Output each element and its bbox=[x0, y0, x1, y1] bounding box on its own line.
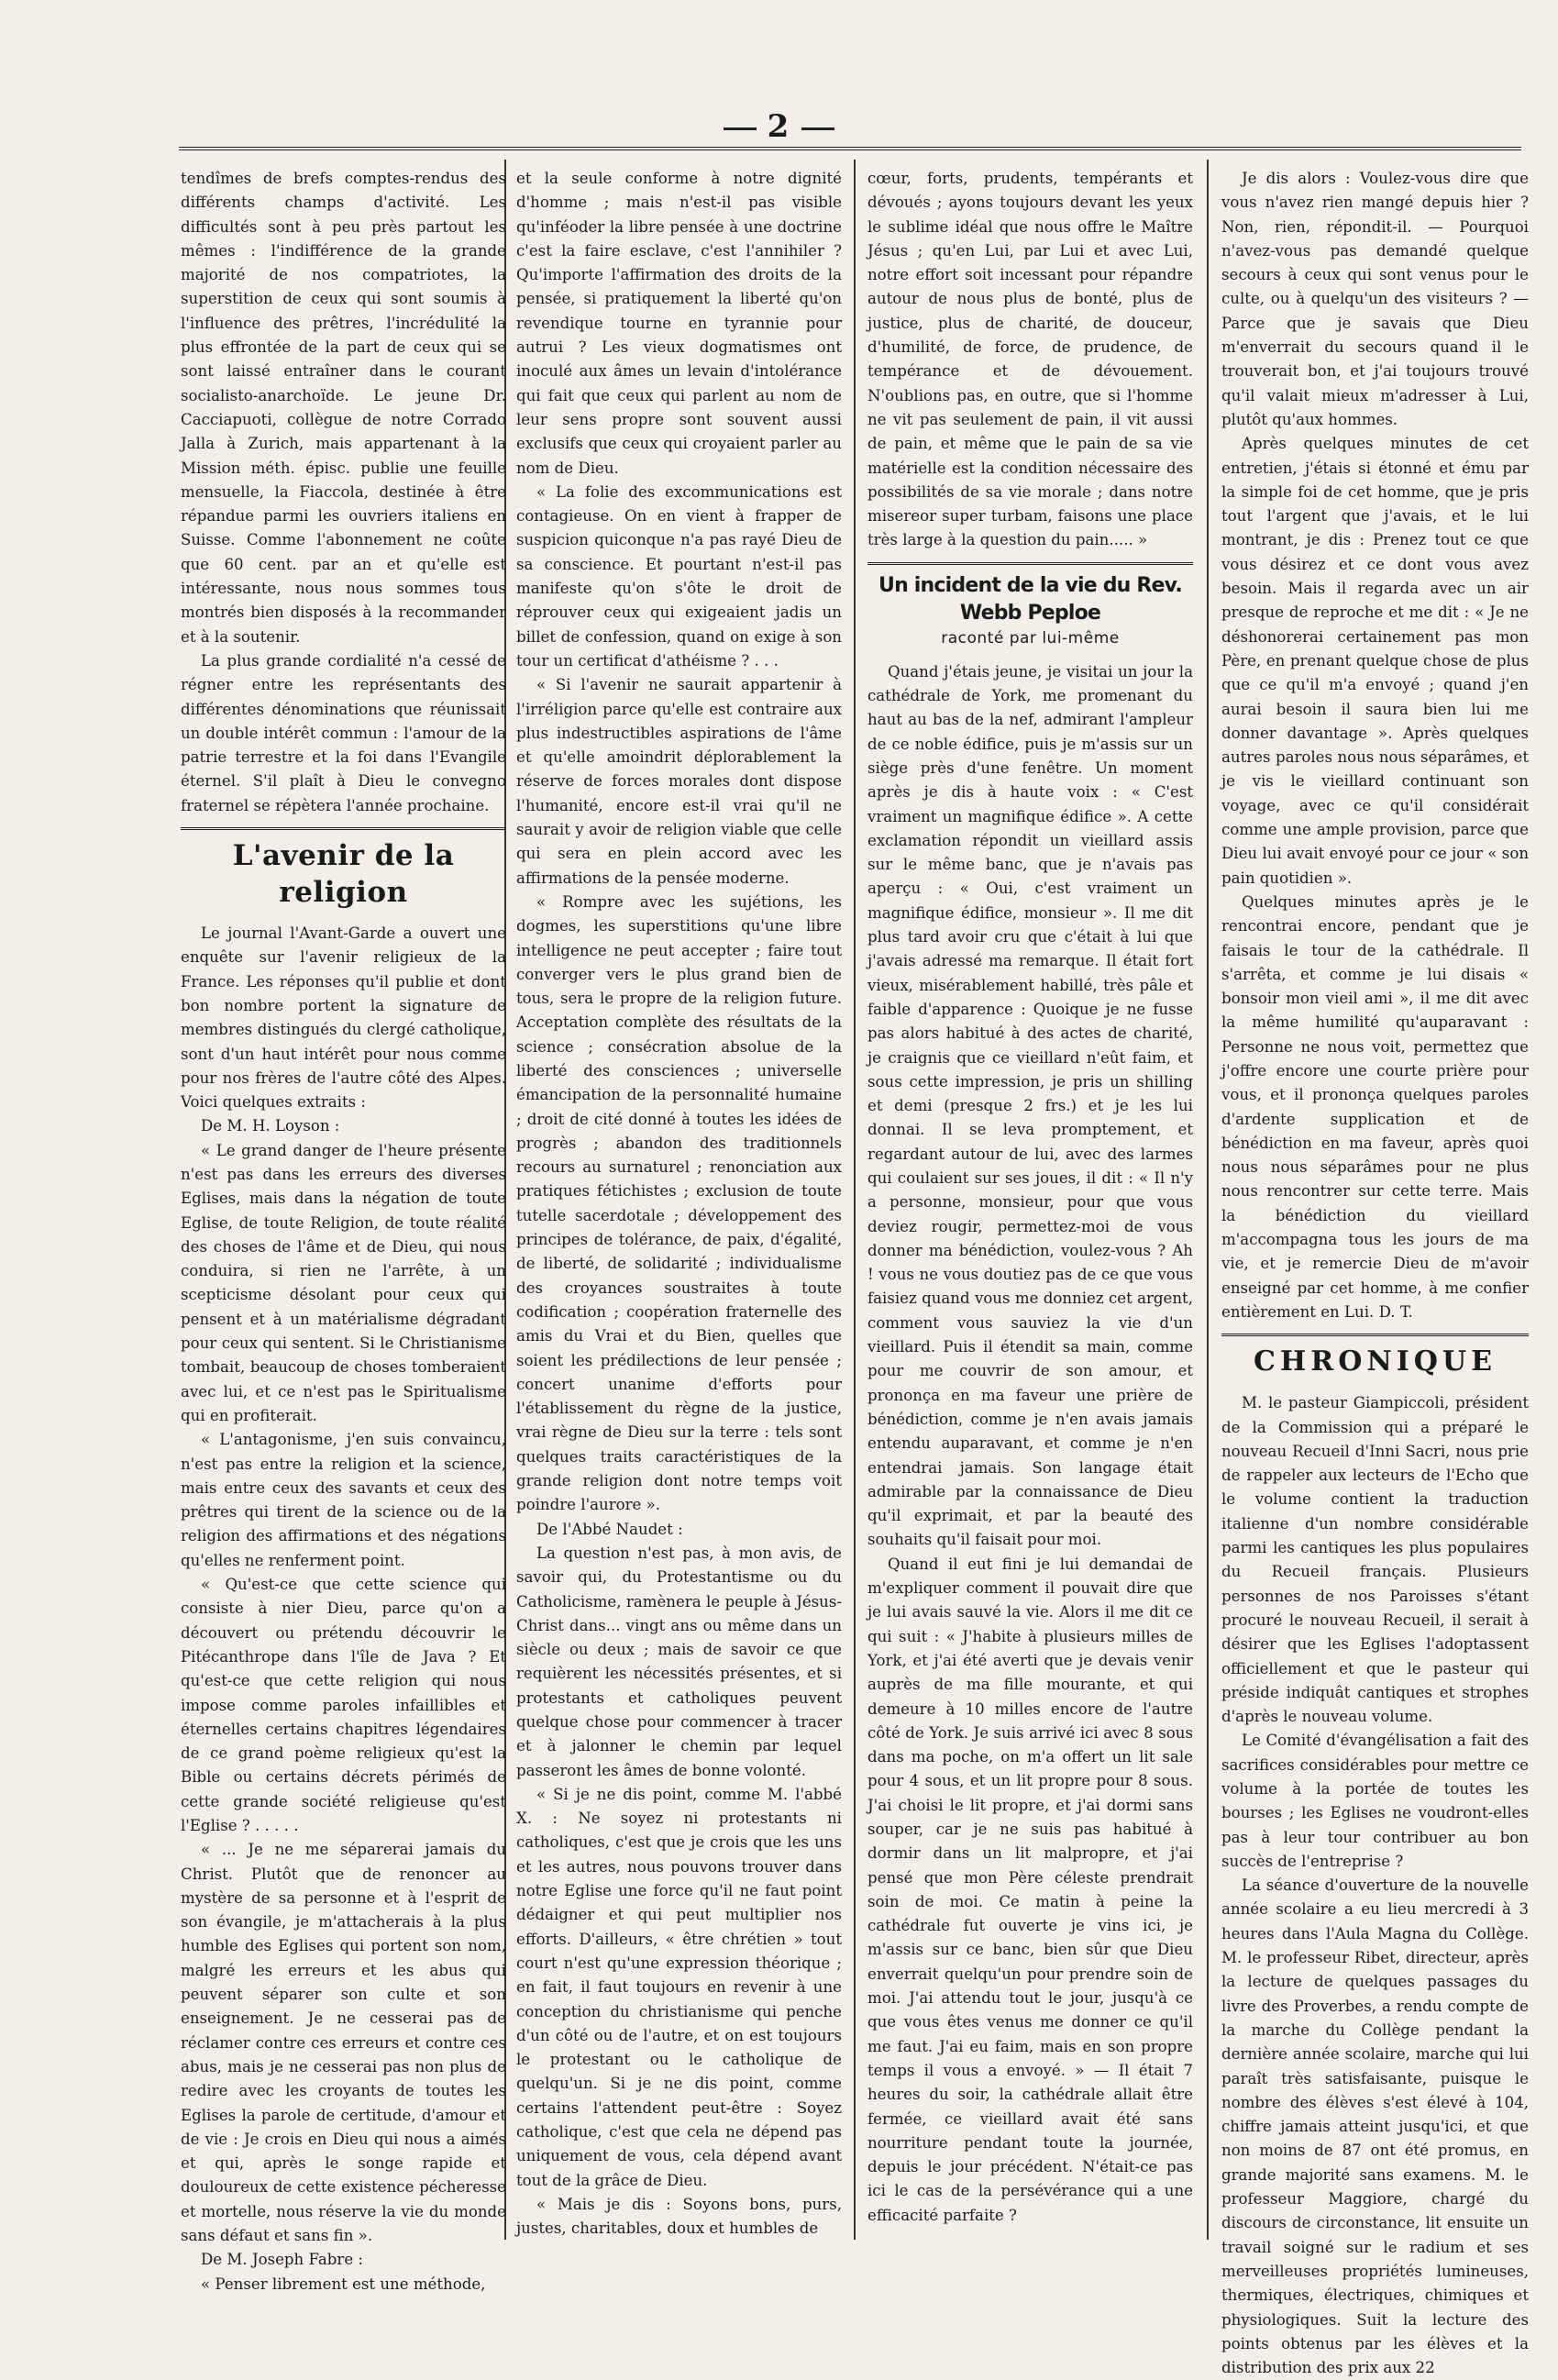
column-1 bbox=[181, 167, 506, 2293]
quote-paragraph: « Rompre avec les sujétions, les dogmes, les superstitions qu'une libre intelligence ne peut accepter ; faire tout converger vers le plus grand bien de tous, sera le propre de la religion future. Acceptation complète des résultats de la science ; consécration absolue de la liberté des consciences ; universelle émancipation de la personnalité humaine ; droit de cité donné à toutes les idées de progrès ; abandon des traditionnels recours au surnaturel ; renonciation aux pratiques fétichistes ; exclusion de toute tutelle sacerdotale ; développement des principes de tolérance, de paix, d'égalité, de liberté, de solidarité ; individualisme des croyances soustraites à toute codification ; coopération fraternelle des amis du Vrai et du Bien, quelles que soient les prédilections de leur pensée ; concert unanime d'efforts pour l'établissement du règne de la justice, vrai règne de Dieu sur la terre : tels sont quelques traits caractéristiques de la grande religion dont notre temps voit poindre l'aurore ». bbox=[516, 892, 842, 1514]
column-3 bbox=[867, 167, 1193, 2235]
column-divider bbox=[854, 160, 856, 2240]
paragraph: La séance d'ouverture de la nouvelle année scolaire a eu lieu mercredi à 3 heures dans l'Aula Magna du Collège. M. le professeur Ribet, directeur, après la lecture de quelques passages du livre des Proverbes, a rendu compte de la marche du Collège pendant la dernière année scolaire, marche qui lui paraît très satisfaisante, puisque le nombre des élèves s'est élevé à 104, chiffre jamais atteint jusqu'ici, et que non moins de 87 ont été promus, en grande majorité sans examens. M. le professeur Maggiore, chargé du discours de circonstance, lit ensuite un travail soigné sur le radium et ses merveilleuses propriétés lumineuses, thermiques, électriques, chimiques et physiologiques. Suit la lecture des points obtenus par les élèves et la distribution des prix aux 22 bbox=[1221, 1876, 1529, 2377]
column-4 bbox=[1221, 167, 1529, 2377]
column-2 bbox=[516, 167, 842, 2238]
section-rule bbox=[1221, 1334, 1529, 1336]
article-subtitle: raconté par lui-même bbox=[941, 628, 1120, 648]
header-rule bbox=[179, 147, 1521, 150]
quote-paragraph: « Le grand danger de l'heure présente n'est pas dans les erreurs des diverses Eglises, mais dans la négation de toute Eglise, de toute Religion, de toute réalité des choses de l'âme et de Dieu, qui nous conduira, si rien ne l'arrête, à un scepticisme désolant pour ceux qui pensent et à un matérialisme dégradant pour ceux qui sentent. Si le Christianisme tombait, beaucoup de choses tomberaient avec lui, et ce n'est pas le Spiritualisme qui en profiterait. bbox=[181, 1141, 506, 1424]
paragraph: tendîmes de brefs comptes-rendus des différents champs d'activité. Les difficultés sont à peu près partout les mêmes : l'indifférence de la grande majorité de nos compatriotes, la superstition de ceux qui sont soumis à l'influence des prêtres, l'incrédulité la plus effrontée de la part de ceux qui se sont laissé entraîner dans le courant socialisto-anarchoïde. Le jeune Dr. Cacciapuoti, collègue de notre Corrado Jalla à Zurich, mais appartenant à la Mission méth. épisc. publie une feuille mensuelle, la Fiaccola, destinée à être répandue parmi les ouvriers italiens en Suisse. Comme l'abonnement ne coûte que 60 cent. par an et qu'elle est intéressante, nous nous sommes tous montrés bien disposés à la recommander et à la soutenir. bbox=[181, 170, 506, 646]
paragraph: La question n'est pas, à mon avis, de savoir qui, du Protestantisme ou du Catholicisme, ramènera le peuple à Jésus-Christ dans... vingt ans ou même dans un siècle ou deux ; mais de savoir ce que requièrent les nécessités présentes, et si protestants et catholiques peuvent quelque chose pour commencer à tracer et à jalonner le chemin par lequel passeront les âmes de bonne volonté. bbox=[516, 1544, 842, 1779]
quote-paragraph: « Qu'est-ce que cette science qui consiste à nier Dieu, parce qu'on a découvert ou prétendu découvrir le Pitécanthrope dans l'île de Java ? Et qu'est-ce que cette religion qui nous impose comme paroles infaillibles et éternelles certains chapitres légendaires de ce grand poème religieux qu'est la Bible ou certains décrets périmés de cette grande société religieuse qu'est l'Eglise ? . . . . . bbox=[181, 1576, 506, 1834]
quote-paragraph: « Si je ne dis point, comme M. l'abbé X. : Ne soyez ni protestants ni catholiques, c'est que je crois que les uns et les autres, nous pouvons trouver dans notre Eglise une force qu'il ne faut point dédaigner et qui peut multiplier nos efforts. D'ailleurs, « être chrétien » tout court n'est qu'une expression théorique ; en fait, il faut toujours en revenir à une conception du christianisme qui penche d'un côté ou de l'autre, et on est toujours le protestant ou le catholique de quelqu'un. Si je ne dis point, comme certains l'attendent peut-être : Soyez catholique, c'est que cela ne dépend pas uniquement de vous, cela dépend avant tout de la grâce de Dieu. bbox=[516, 1785, 842, 2189]
quote-paragraph: « L'antagonisme, j'en suis convaincu, n'est pas entre la religion et la science, mais entre ceux des savants et ceux des prêtres qui tirent de la science ou de la religion des affirmations et des négations qu'elles ne renferment point. bbox=[181, 1431, 506, 1569]
section-rule bbox=[867, 562, 1193, 565]
attribution: De M. Joseph Fabre : bbox=[201, 2251, 364, 2269]
quote-paragraph: « Penser librement est une méthode, bbox=[201, 2275, 486, 2293]
quote-paragraph: « ... Je ne me séparerai jamais du Christ. Plutôt que de renoncer au mystère de sa personne et à l'esprit de son évangile, je m'attacherais à la plus humble des Eglises qui portent son nom, malgré les erreurs et les abus qui peuvent séparer son culte et son enseignement. Je ne cesserai pas de réclamer contre ces erreurs et contre ces abus, mais je ne cesserai pas non plus de redire avec les croyants de toutes les Eglises la parole de certitude, d'amour et de vie : Je crois en Dieu qui nous a aimés et qui, après le songe rapide et douloureux de cette existence pécheresse et mortelle, nous réserve la vie du monde sans défaut et sans fin ». bbox=[181, 1841, 506, 2245]
column-divider bbox=[1207, 160, 1209, 2240]
section-title: CHRONIQUE bbox=[1254, 1345, 1497, 1378]
article-title: Un incident de la vie du Rev. Webb Peploe bbox=[878, 573, 1182, 625]
quote-paragraph: « Si l'avenir ne saurait appartenir à l'irréligion parce qu'elle est contraire aux plus indestructibles aspirations de l'âme et qu'elle amoindrit déplorablement la réserve de forces morales dont dispose l'humanité, encore est-il vrai qu'il ne saurait y avoir de religion viable que celle qui sera en plein accord avec les affirmations de la pensée moderne. bbox=[516, 676, 842, 887]
paragraph: Le Comité d'évangélisation a fait des sacrifices considérables pour mettre ce volume à la portée de toutes les bourses ; les Eglises ne voudront-elles pas à leur tour contribuer au bon succès de l'entreprise ? bbox=[1221, 1732, 1529, 1870]
paragraph: M. le pasteur Giampiccoli, président de la Commission qui a préparé le nouveau Recueil d'Inni Sacri, nous prie de rappeler aux lecteurs de l'Echo que le volume contient la traduction italienne d'un nombre considérable parmi les cantiques les plus populaires du Recueil français. Plusieurs personnes de nos Paroisses s'étant procuré le nouveau Recueil, il serait à désirer que les Eglises l'adoptassent officiellement et que le pasteur qui préside indiquât cantiques et strophes d'après le nouveau volume. bbox=[1221, 1394, 1529, 1726]
paragraph: Le journal l'Avant-Garde a ouvert une enquête sur l'avenir religieux de la France. Les réponses qu'il publie et dont bon nombre portent la signature de membres distingués du clergé catholique, sont d'un haut intérêt pour nous comme pour nos frères de l'autre côté des Alpes. Voici quelques extraits : bbox=[181, 924, 506, 1112]
article-heading-block bbox=[867, 572, 1193, 649]
paragraph: cœur, forts, prudents, tempérants et dévoués ; ayons toujours devant les yeux le sublime idéal que nous offre le Maître Jésus ; qu'en Lui, par Lui et avec Lui, notre effort soit incessant pour répandre autour de nous plus de bonté, plus de justice, plus de charité, de douceur, d'humilité, de force, de prudence, de tempérance et de dévouement. N'oublions pas, en outre, que si l'homme ne vit pas seulement de pain, il vit aussi de pain, et même que le pain de sa vie matérielle est la condition nécessaire des possibilités de sa vie morale ; dans notre misereor super turbam, faisons une place très large à la question du pain..... » bbox=[867, 170, 1193, 549]
article-heading-block bbox=[181, 837, 506, 911]
paragraph: Quelques minutes après je le rencontrai encore, pendant que je faisais le tour de la cathédrale. Il s'arrêta, et comme je lui disais « bonsoir mon vieil ami », il me dit avec la même humilité qu'auparavant : Personne ne nous voit, permettez que j'offre encore une courte prière pour vous, et il prononça quelques paroles d'ardente supplication et de bénédiction en ma faveur, après quoi nous nous séparâmes pour ne plus nous rencontrer sur cette terre. Mais la bénédiction du vieillard m'accompagna tous les jours de ma vie, et je remercie Dieu de m'avoir enseigné par cet homme, à me confier entièrement en Lui. D. T. bbox=[1221, 892, 1529, 1321]
article-title: L'avenir de la religion bbox=[232, 839, 455, 910]
section-rule bbox=[181, 827, 506, 830]
attribution: De M. H. Loyson : bbox=[201, 1117, 340, 1135]
paragraph: Je dis alors : Voulez-vous dire que vous n'avez rien mangé depuis hier ? Non, rien, répondit-il. — Pourquoi n'avez-vous pas demandé quelque secours à ceux qui sont venus pour le culte, ou à quelqu'un des visiteurs ? — Parce que je savais que Dieu m'enverrait du secours quand il le trouverait bon, et j'ai toujours trouvé qu'il valait mieux m'adresser à Lui, plutôt qu'aux hommes. bbox=[1221, 170, 1529, 428]
paragraph: Quand il eut fini je lui demandai de m'expliquer comment il pouvait dire que je lui avais sauvé la vie. Alors il me dit ce qui suit : « J'habite à plusieurs milles de York, et j'ai été averti que je devais venir auprès de ma fille mourante, et qui demeure à 10 milles encore de l'autre côté de York. Je suis arrivé ici avec 8 sous dans ma poche, on m'a offert un lit sale pour 4 sous, et un lit propre pour 8 sous. J'ai choisi le lit propre, et j'ai dormi sans souper, car je ne suis pas habitué à dormir dans un lit malpropre, et j'ai pensé que mon Père céleste prendrait soin de moi. Ce matin à peine la cathédrale fut ouverte je vins ici, je m'assis sur ce banc, bien sûr que Dieu enverrait quelqu'un pour prendre soin de moi. J'ai attendu tout le jour, jusqu'à ce que vous êtes venus me donner ce qu'il me faut. J'ai eu faim, mais en son propre temps il vous a envoyé. » — Il était 7 heures du soir, la cathédrale allait être fermée, ce vieillard avait été sans nourriture pendant toute la journée, depuis le jour précédent. N'était-ce pas ici le cas de la persévérance qui a une efficacité parfaite ? bbox=[867, 1555, 1193, 2224]
paragraph: et la seule conforme à notre dignité d'homme ; mais n'est-il pas visible qu'inféoder la libre pensée à une doctrine c'est la faire esclave, c'est l'annihiler ? Qu'importe l'affirmation des droits de la pensée, si pratiquement la liberté qu'on revendique tourne en tyrannie pour autrui ? Les vieux dogmatismes ont inoculé aux âmes un levain d'intolérance qui fait que ceux qui parlent au nom de leur sens propre sont souvent aussi exclusifs que ceux qui croyaient parler au nom de Dieu. bbox=[516, 170, 842, 477]
paragraph: La plus grande cordialité n'a cessé de régner entre les représentants des différentes dénominations que réunissait un double intérêt commun : l'amour de la patrie terrestre et la foi dans l'Evangile éternel. S'il plaît à Dieu le convegno fraternel se répètera l'année prochaine. bbox=[181, 651, 506, 814]
page-number: 2 bbox=[0, 108, 1558, 145]
quote-paragraph: « La folie des excommunications est contagieuse. On en vient à frapper de suspicion quiconque n'a pas rayé Dieu de sa conscience. Et pourtant n'est-il pas manifeste qu'on s'ôte le droit de réprouver ceux qui exigeaient jadis un billet de confession, quand on exige à son tour un certificat d'athéisme ? . . . bbox=[516, 482, 842, 670]
paragraph: Après quelques minutes de cet entretien, j'étais si étonné et ému par la simple foi de cet homme, que je pris tout l'argent que j'avais, et le lui montrant, je dis : Prenez tout ce que vous désirez et ce dont vous avez besoin. Mais il regarda avec un air presque de reproche et me dit : « Je ne déshonorerai certainement pas mon Père, en prenant quelque chose de plus que ce qu'il m'a envoyé ; quand j'en aurai besoin il saura bien lui me donner davantage ». Après quelques autres paroles nous nous séparâmes, et je vis le vieillard continuant son voyage, avec ce qu'il considérait comme une ample provision, parce que Dieu lui avait envoyé pour ce jour « son pain quotidien ». bbox=[1221, 435, 1529, 887]
paragraph: Quand j'étais jeune, je visitai un jour la cathédrale de York, me promenant du haut au bas de la nef, admirant l'ampleur de ce noble édifice, puis je m'assis sur un siège près d'une fenêtre. Un moment après je dis à haute voix : « C'est vraiment un magnifique édifice ». A cette exclamation répondit un vieillard assis sur le même banc, que je n'avais pas aperçu : « Oui, c'est vraiment un magnifique édifice, monsieur ». Il me dit plus tard avoir cru que c'était à lui que j'avais adressé ma remarque. Il était fort vieux, misérablement habillé, très pâle et faible d'apparence : Quoique je ne fusse pas alors habitué à des actes de charité, je craignis que ce vieillard n'eût faim, et sous cette impression, je pris un shilling et demi (presque 2 frs.) et je les lui donnai. Il se leva promptement, et regardant autour de lui, avec des larmes qui coulaient sur ses joues, il dit : « Il n'y a personne, monsieur, pour que vous deviez rougir, permettez-moi de vous donner ma bénédiction, voulez-vous ? Ah ! vous ne vous doutiez pas de ce que vous faisiez quand vous me donniez cet argent, comment vous sauviez la vie d'un vieillard. Puis il étendit sa main, comme pour me couvrir de son amour, et prononça en ma faveur une prière de bénédiction, comme je n'en avais jamais entendu auparavant, et comme je n'en entendrai jamais. Son langage était admirable par la connaissance de Dieu qu'il exprimait, et par la beauté des souhaits qu'il faisait pour moi. bbox=[867, 662, 1193, 1549]
section-heading-block bbox=[1221, 1344, 1529, 1380]
attribution: De l'Abbé Naudet : bbox=[536, 1520, 683, 1538]
quote-paragraph: « Mais je dis : Soyons bons, purs, justes, charitables, doux et humbles de bbox=[516, 2195, 842, 2238]
